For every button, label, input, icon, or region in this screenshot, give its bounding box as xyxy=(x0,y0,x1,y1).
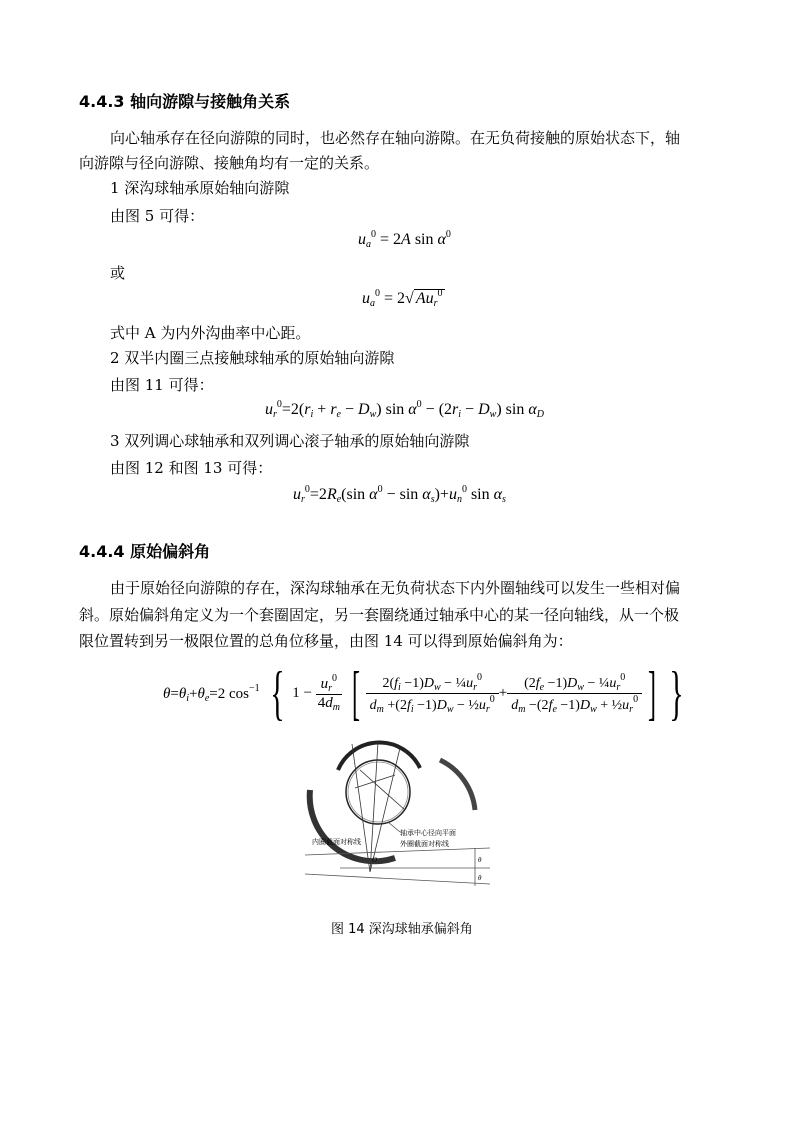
item-source: 由图 12 和图 13 可得： xyxy=(110,459,273,477)
section-heading-4-4-4: 4.4.4 原始偏斜角 xyxy=(79,542,211,561)
equation-self-aligning: $u_r^0=2R_e(\sin$ $\alpha^0 - \sin \alpha_s)+u_n^0$ $\sin \alpha_s$ xyxy=(293,484,506,505)
figure-bearing-skew-angle xyxy=(300,740,500,890)
equation-three-point-contact: $u_r^0=2(r_i + r_e - D_w)$ $\sin \alpha^0 - (2r_i - D_w)$ $\sin \alpha_D$ xyxy=(265,399,544,420)
svg-text:θ: θ xyxy=(478,856,482,864)
where-text: 式中 A 为内外沟曲率中心距。 xyxy=(110,324,311,342)
paragraph-line: 向游隙与径向游隙、接触角均有一定的关系。 xyxy=(79,154,380,172)
item-title: 3 双列调心球轴承和双列调心滚子轴承的原始轴向游隙 xyxy=(110,432,470,450)
paragraph-line: 限位置转到另一极限位置的总角位移量，由图 14 可以得到原始偏斜角为： xyxy=(79,632,573,650)
item-title: 1 深沟球轴承原始轴向游隙 xyxy=(110,179,290,197)
label-inner-sym: 内圈截面对称线 xyxy=(312,838,361,846)
label-center-plane: 轴承中心径向平面 xyxy=(400,829,456,837)
equation-axial-clearance-1: $u_a^0 = 2A$ $\sin \alpha^0$ xyxy=(358,229,451,250)
item-title: 2 双半内圈三点接触球轴承的原始轴向游隙 xyxy=(110,349,395,367)
paragraph-line: 由于原始径向游隙的存在，深沟球轴承在无负荷状态下内外圈轴线可以发生一些相对偏 xyxy=(110,579,681,597)
paragraph-line: 斜。原始偏斜角定义为一个套圈固定，另一套圈绕通过轴承中心的某一径向轴线，从一个极 xyxy=(79,606,680,624)
equation-axial-clearance-2: $u_a^0 = 2√$ $Au_r^0$ xyxy=(362,288,443,309)
svg-text:θ: θ xyxy=(478,874,482,882)
figure-caption: 图 14 深沟球轴承偏斜角 xyxy=(331,922,473,937)
label-outer-sym: 外圈截面对称线 xyxy=(400,840,449,848)
section-heading-4-4-3: 4.4.3 轴向游隙与接触角关系 xyxy=(79,92,291,111)
or-text: 或 xyxy=(110,264,126,282)
equation-skew-angle: $\theta=\theta_i+\theta_e=2$ $\cos^{-1}$ { 1 − $\frac{u_r^0}{4d_m}$ [ $\frac{2(f_i -1)D_w - \frac{1}{4}u_r^0}{d_m +(2f_i -1)D_w - \frac{1}{2}u_r^0}$ + $\frac{(2f_e -1)D_w - \frac{1}{4}u_r^0}{d_m -(2f_e -1)D_w + \frac{1}{2}u_r^0}$ ] } xyxy=(163,660,684,726)
item-source: 由图 5 可得： xyxy=(110,207,205,225)
paragraph-line: 向心轴承存在径向游隙的同时，也必然存在轴向游隙。在无负荷接触的原始状态下，轴 xyxy=(110,129,681,147)
label-o: O xyxy=(372,856,378,864)
item-source: 由图 11 可得： xyxy=(110,376,214,394)
